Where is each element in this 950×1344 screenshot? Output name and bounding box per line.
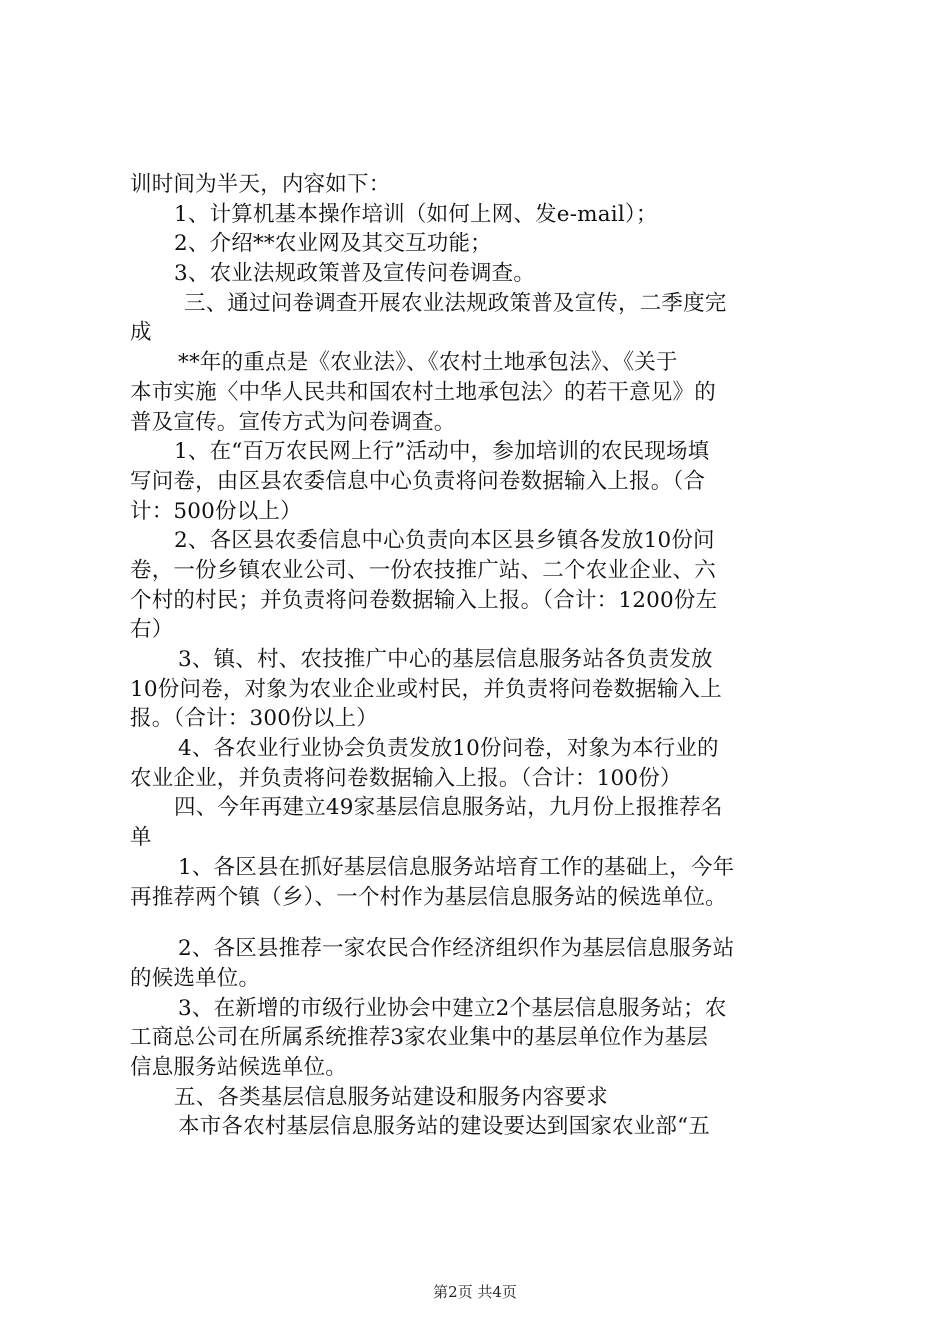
- text-line: 再推荐两个镇（乡）、一个村作为基层信息服务站的候选单位。: [130, 884, 727, 910]
- text-line: 卷，一份乡镇农业公司、一份农技推广站、二个农业企业、六: [130, 557, 716, 583]
- section-heading-cont: 成: [130, 320, 152, 346]
- page-number-footer: 第2页 共4页: [433, 1283, 517, 1301]
- text-line: 计：500份以上）: [130, 498, 302, 524]
- text-line: 个村的村民；并负责将问卷数据输入上报。（合计：1200份左: [130, 587, 718, 613]
- list-item: 1、计算机基本操作培训（如何上网、发e-mail）；: [174, 201, 658, 227]
- text-line: 右）: [130, 617, 174, 643]
- text-line: 的候选单位。: [130, 965, 261, 991]
- text-line: 写问卷，由区县农委信息中心负责将问卷数据输入上报。（合: [130, 468, 706, 494]
- section-heading: 四、今年再建立49家基层信息服务站，九月份上报推荐名: [174, 795, 723, 821]
- text-line: 本市实施〈中华人民共和国农村土地承包法〉的若干意见》的: [130, 379, 716, 405]
- section-heading-cont: 单: [130, 825, 152, 851]
- text-line: 农业企业，并负责将问卷数据输入上报。（合计：100份）: [130, 765, 682, 791]
- text-line: 本市各农村基层信息服务站的建设要达到国家农业部“五: [178, 1114, 710, 1140]
- section-heading: 三、通过问卷调查开展农业法规政策普及宣传，二季度完: [184, 290, 727, 316]
- text-line: 10份问卷，对象为农业企业或村民，并负责将问卷数据输入上: [130, 676, 722, 702]
- list-item: 2、各区县农委信息中心负责向本区县乡镇各发放10份问: [174, 528, 715, 554]
- list-item: 4、各农业行业协会负责发放10份问卷，对象为本行业的: [178, 736, 719, 762]
- text-line: 报。（合计：300份以上）: [130, 706, 378, 732]
- paragraph-gap: [130, 912, 835, 934]
- section-heading: 五、各类基层信息服务站建设和服务内容要求: [174, 1084, 609, 1110]
- list-item: 2、各区县推荐一家农民合作经济组织作为基层信息服务站: [178, 936, 735, 962]
- text-line: 工商总公司在所属系统推荐3家农业集中的基层单位作为基层: [130, 1025, 709, 1051]
- document-body: [130, 170, 835, 1142]
- text-line: 普及宣传。宣传方式为问卷调查。: [130, 409, 456, 435]
- list-item: 1、在“百万农民网上行”活动中，参加培训的农民现场填: [174, 439, 710, 465]
- list-item: 2、介绍**农业网及其交互功能；: [174, 231, 492, 257]
- list-item: 3、在新增的市级行业协会中建立2个基层信息服务站；农: [178, 995, 727, 1021]
- list-item: 3、镇、村、农技推广中心的基层信息服务站各负责发放: [178, 647, 713, 672]
- text-line: 训时间为半天，内容如下：: [130, 172, 391, 197]
- text-line: **年的重点是《农业法》、《农村土地承包法》、《关于: [178, 350, 678, 376]
- list-item: 1、各区县在抓好基层信息服务站培育工作的基础上，今年: [178, 854, 735, 880]
- list-item: 3、农业法规政策普及宣传问卷调查。: [174, 261, 536, 287]
- text-line: 信息服务站候选单位。: [130, 1054, 348, 1080]
